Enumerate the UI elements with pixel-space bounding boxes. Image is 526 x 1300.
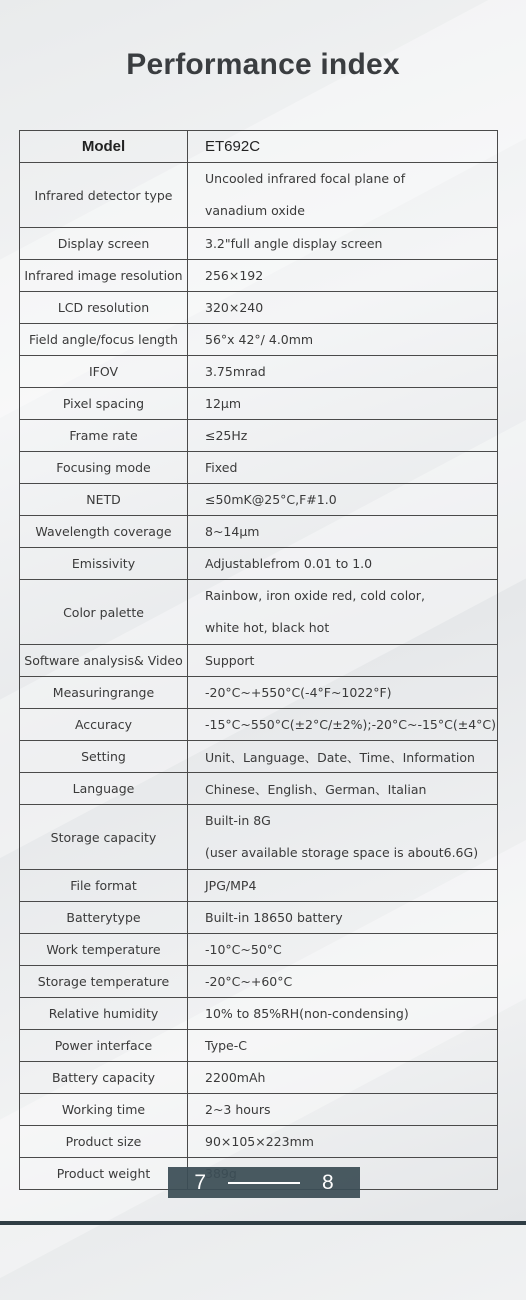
spec-value bbox=[188, 292, 498, 324]
spec-value bbox=[188, 773, 498, 805]
spec-row bbox=[20, 1094, 498, 1126]
spec-value-line: Chinese、English、German、Italian bbox=[205, 781, 427, 797]
spec-value-line: 3.2"full angle display screen bbox=[205, 236, 383, 251]
total-page-number: 8 bbox=[322, 1170, 334, 1194]
spec-value-line: 3.75mrad bbox=[205, 364, 266, 379]
spec-value-line: -20°C~+60°C bbox=[205, 974, 293, 989]
current-page-number: 7 bbox=[194, 1170, 206, 1194]
spec-value-line: 2~3 hours bbox=[205, 1102, 271, 1117]
spec-value bbox=[188, 741, 498, 773]
spec-value bbox=[188, 580, 498, 645]
spec-row bbox=[20, 1126, 498, 1158]
spec-value-line: -10°C~50°C bbox=[205, 942, 282, 957]
model-label: Model bbox=[20, 131, 188, 163]
spec-row bbox=[20, 356, 498, 388]
spec-row bbox=[20, 870, 498, 902]
spec-row bbox=[20, 902, 498, 934]
spec-label: LCD resolution bbox=[20, 292, 188, 324]
spec-value bbox=[188, 356, 498, 388]
spec-value bbox=[188, 484, 498, 516]
spec-value bbox=[188, 1030, 498, 1062]
spec-value bbox=[188, 709, 498, 741]
spec-value bbox=[188, 548, 498, 580]
spec-label: Product weight bbox=[20, 1158, 188, 1190]
spec-row bbox=[20, 260, 498, 292]
spec-value-line: Built-in 18650 battery bbox=[205, 910, 343, 925]
spec-label: Working time bbox=[20, 1094, 188, 1126]
spec-row bbox=[20, 163, 498, 228]
spec-label: Pixel spacing bbox=[20, 388, 188, 420]
spec-value bbox=[188, 805, 498, 870]
spec-row bbox=[20, 484, 498, 516]
spec-value bbox=[188, 452, 498, 484]
spec-value bbox=[188, 645, 498, 677]
spec-value-line: vanadium oxide bbox=[205, 203, 305, 218]
spec-value-line: ≤50mK@25°C,F#1.0 bbox=[205, 492, 337, 507]
spec-row bbox=[20, 420, 498, 452]
spec-value-line: 10% to 85%RH(non-condensing) bbox=[205, 1006, 409, 1021]
page-indicator bbox=[168, 1167, 360, 1198]
spec-value-line: ≤25Hz bbox=[205, 428, 248, 443]
spec-row bbox=[20, 998, 498, 1030]
spec-row bbox=[20, 645, 498, 677]
spec-label: NETD bbox=[20, 484, 188, 516]
spec-value-line: Unit、Language、Date、Time、Information bbox=[205, 749, 475, 765]
page-title: Performance index bbox=[126, 48, 400, 81]
spec-label: Battery capacity bbox=[20, 1062, 188, 1094]
spec-label: Infrared image resolution bbox=[20, 260, 188, 292]
spec-table-body bbox=[20, 131, 498, 1190]
spec-label: IFOV bbox=[20, 356, 188, 388]
spec-label: Focusing mode bbox=[20, 452, 188, 484]
spec-label: Software analysis& Video bbox=[20, 645, 188, 677]
spec-label: Measuringrange bbox=[20, 677, 188, 709]
spec-value bbox=[188, 163, 498, 228]
spec-value-line: 8~14μm bbox=[205, 524, 260, 539]
spec-label: Infrared detector type bbox=[20, 163, 188, 228]
spec-value-line: Fixed bbox=[205, 460, 238, 475]
spec-value-line: JPG/MP4 bbox=[205, 878, 257, 893]
spec-row bbox=[20, 580, 498, 645]
model-value: ET692C bbox=[188, 131, 498, 163]
spec-label: Wavelength coverage bbox=[20, 516, 188, 548]
spec-row bbox=[20, 934, 498, 966]
spec-row bbox=[20, 452, 498, 484]
spec-value-line: 320×240 bbox=[205, 300, 264, 315]
spec-row bbox=[20, 677, 498, 709]
spec-label: Frame rate bbox=[20, 420, 188, 452]
spec-value-line: Built-in 8G bbox=[205, 813, 271, 828]
spec-label: Display screen bbox=[20, 228, 188, 260]
spec-table bbox=[19, 130, 498, 1190]
spec-label: Storage temperature bbox=[20, 966, 188, 998]
spec-value bbox=[188, 902, 498, 934]
spec-value bbox=[188, 228, 498, 260]
spec-value bbox=[188, 677, 498, 709]
spec-row bbox=[20, 516, 498, 548]
spec-value bbox=[188, 1126, 498, 1158]
spec-value bbox=[188, 1062, 498, 1094]
spec-value bbox=[188, 260, 498, 292]
spec-label: Power interface bbox=[20, 1030, 188, 1062]
spec-value-line: -20°C~+550°C(-4°F~1022°F) bbox=[205, 685, 392, 700]
spec-label: Work temperature bbox=[20, 934, 188, 966]
spec-label: Storage capacity bbox=[20, 805, 188, 870]
spec-row bbox=[20, 966, 498, 998]
page-indicator-line bbox=[228, 1182, 300, 1184]
spec-value bbox=[188, 966, 498, 998]
spec-value bbox=[188, 420, 498, 452]
bottom-bar bbox=[0, 1221, 526, 1225]
spec-value-line: 90×105×223mm bbox=[205, 1134, 314, 1149]
spec-value bbox=[188, 516, 498, 548]
spec-value-line: 256×192 bbox=[205, 268, 264, 283]
spec-label: Color palette bbox=[20, 580, 188, 645]
spec-value bbox=[188, 388, 498, 420]
spec-row bbox=[20, 805, 498, 870]
spec-value-line: Type-C bbox=[205, 1038, 247, 1053]
spec-row bbox=[20, 324, 498, 356]
spec-label: Accuracy bbox=[20, 709, 188, 741]
spec-value-line: white hot, black hot bbox=[205, 620, 330, 635]
spec-value-line: 12μm bbox=[205, 396, 242, 411]
spec-value-line: 2200mAh bbox=[205, 1070, 266, 1085]
spec-value-line: Uncooled infrared focal plane of bbox=[205, 171, 406, 186]
spec-label: Setting bbox=[20, 741, 188, 773]
spec-label: Emissivity bbox=[20, 548, 188, 580]
spec-label: Batterytype bbox=[20, 902, 188, 934]
spec-value bbox=[188, 324, 498, 356]
spec-label: Product size bbox=[20, 1126, 188, 1158]
spec-label: Language bbox=[20, 773, 188, 805]
spec-value-line: -15°C~550°C(±2°C/±2%);-20°C~-15°C(±4°C) bbox=[205, 717, 497, 732]
spec-row bbox=[20, 773, 498, 805]
spec-row bbox=[20, 548, 498, 580]
spec-value-line: 56°x 42°/ 4.0mm bbox=[205, 332, 314, 347]
spec-row bbox=[20, 388, 498, 420]
spec-value bbox=[188, 934, 498, 966]
spec-value-line: Rainbow, iron oxide red, cold color, bbox=[205, 588, 425, 603]
spec-row bbox=[20, 709, 498, 741]
spec-row bbox=[20, 228, 498, 260]
spec-row bbox=[20, 741, 498, 773]
spec-row bbox=[20, 292, 498, 324]
spec-label: Relative humidity bbox=[20, 998, 188, 1030]
spec-label: File format bbox=[20, 870, 188, 902]
spec-value bbox=[188, 1094, 498, 1126]
spec-value-line: Adjustablefrom 0.01 to 1.0 bbox=[205, 556, 373, 571]
spec-label: Field angle/focus length bbox=[20, 324, 188, 356]
spec-header-row bbox=[20, 131, 498, 163]
spec-row bbox=[20, 1062, 498, 1094]
spec-value-line: (user available storage space is about6.6G) bbox=[205, 845, 479, 860]
spec-value-line: Support bbox=[205, 653, 255, 668]
spec-value bbox=[188, 998, 498, 1030]
spec-row bbox=[20, 1030, 498, 1062]
spec-value bbox=[188, 870, 498, 902]
